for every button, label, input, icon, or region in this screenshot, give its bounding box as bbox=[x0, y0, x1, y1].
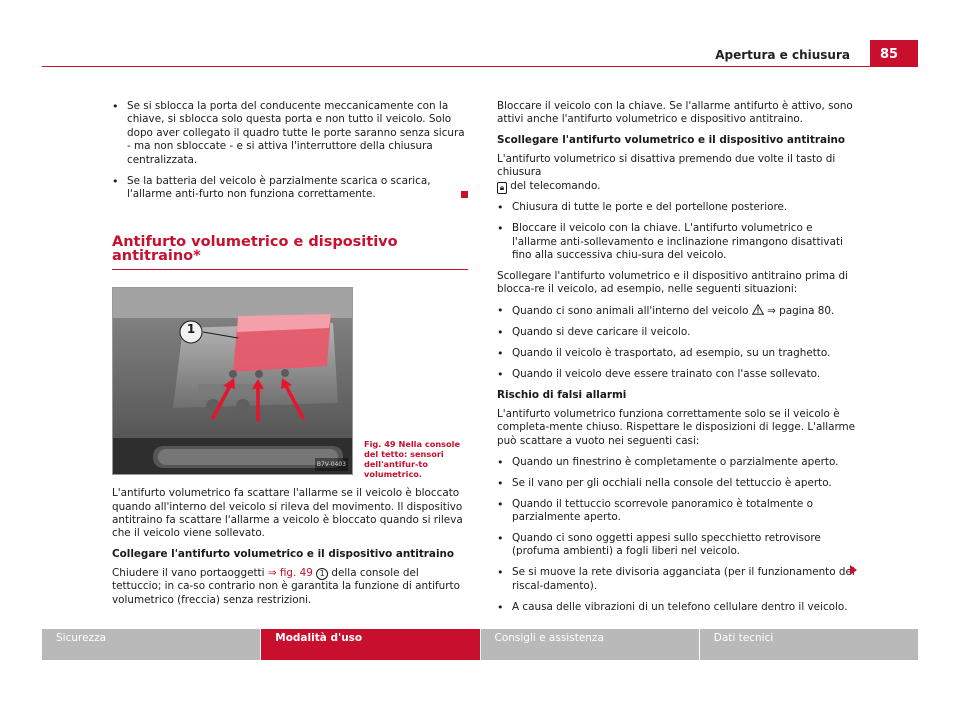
callout-number-ref: 1 bbox=[316, 568, 328, 580]
figure-code: B7V-0403 bbox=[315, 458, 348, 471]
warning-icon bbox=[752, 304, 764, 315]
list-item-text: Quando ci sono animali all'interno del veicolo bbox=[512, 305, 752, 318]
list-item: • Quando ci sono oggetti appesi sullo specchietto retrovisore (profuma ambienti) a fogli liberi nel veicolo. bbox=[497, 532, 857, 559]
figure-caption: Fig. 49 Nella console del tetto: sensori dell'antifur-to volumetrico. bbox=[364, 439, 461, 480]
figure-reference-link[interactable]: ⇒ fig. 49 bbox=[267, 566, 313, 579]
paragraph bbox=[497, 153, 857, 194]
page-reference-link[interactable]: ⇒ pagina 80. bbox=[763, 305, 835, 318]
left-column bbox=[112, 100, 468, 615]
roof-console-illustration bbox=[113, 288, 353, 475]
paragraph: Bloccare il veicolo con la chiave. Se l'allarme antifurto è attivo, sono attivi anche l'antifurto volumetrico e dispositivo antitraino. bbox=[497, 100, 853, 126]
list-item: • Chiusura di tutte le porte e del portellone posteriore. bbox=[497, 201, 857, 214]
subheading: Collegare l'antifurto volumetrico e il dispositivo antitraino bbox=[112, 548, 455, 561]
page-header-title: Apertura e chiusura bbox=[715, 48, 850, 62]
list-item: • Se il vano per gli occhiali nella console del tettuccio è aperto. bbox=[497, 477, 857, 490]
list-item: • Se si sblocca la porta del conducente meccanicamente con la chiave, si sblocca solo questa porta e non tutto il veicolo. Solo dopo aver collegato il quadro tutte le porte saranno senza sicura - ma non sbloccate - e si attiva l'interruttore della chiusura centralizzata. bbox=[112, 100, 468, 167]
list-item-text: Se la batteria del veicolo è parzialmente scarica o scarica, l'allarme anti-furto non funziona correttamente. bbox=[127, 174, 431, 201]
list-item: • Se si muove la rete divisoria agganciata (per il funzionamento del riscal-damento). bbox=[497, 566, 857, 593]
subheading: Scollegare l'antifurto volumetrico e il dispositivo antitraino bbox=[497, 134, 846, 147]
section-title: Antifurto volumetrico e dispositivo antitraino* bbox=[112, 236, 468, 270]
header-rule bbox=[42, 66, 918, 67]
figure-roof-console bbox=[112, 287, 353, 475]
list-item: • Quando il tettuccio scorrevole panoramico è totalmente o parzialmente aperto. bbox=[497, 498, 857, 525]
paragraph-text: L'antifurto volumetrico si disattiva premendo due volte il tasto di chiusura bbox=[497, 152, 836, 179]
page-number-badge: 85 bbox=[870, 40, 918, 67]
right-column bbox=[497, 100, 857, 622]
list-item: • A causa delle vibrazioni di un telefono cellulare dentro il veicolo. bbox=[497, 601, 857, 614]
tab-dati-tecnici[interactable]: Dati tecnici bbox=[700, 629, 918, 660]
paragraph-text: del telecomando. bbox=[507, 179, 601, 192]
figure-block bbox=[112, 287, 468, 480]
figure-callout-number: 1 bbox=[186, 322, 196, 337]
list-item: • Bloccare il veicolo con la chiave. L'antifurto volumetrico e l'allarme anti-sollevamento e inclinazione rimangono disattivati fino alla successiva chiu-sura del veicolo. bbox=[497, 222, 857, 262]
paragraph-text: Chiudere il vano portaoggetti bbox=[112, 566, 268, 579]
tab-sicurezza[interactable]: Sicurezza bbox=[42, 629, 260, 660]
footer-nav bbox=[42, 629, 918, 660]
paragraph-text: della console del tettuccio; in ca-so contrario non è garantita la funzione di antifurto volumetrico (freccia) senza restrizioni. bbox=[112, 566, 460, 606]
section-end-mark bbox=[461, 191, 468, 198]
paragraph: L'antifurto volumetrico funziona correttamente solo se il veicolo è completa-mente chiuso. Rispettare le disposizioni di legge. L'allarme può scattare a vuoto nei seguenti casi: bbox=[497, 407, 856, 447]
paragraph bbox=[112, 567, 468, 607]
tab-modalita-duso[interactable]: Modalità d'uso bbox=[261, 629, 479, 660]
paragraph: Scollegare l'antifurto volumetrico e il dispositivo antitraino prima di blocca-re il veicolo, ad esempio, nelle seguenti situazioni: bbox=[497, 270, 849, 296]
list-item bbox=[497, 304, 857, 318]
continue-arrow-icon bbox=[850, 565, 857, 575]
list-item: • Quando un finestrino è completamente o parzialmente aperto. bbox=[497, 456, 857, 469]
list-item: • Quando si deve caricare il veicolo. bbox=[497, 326, 857, 339]
tab-consigli-e-assistenza[interactable]: Consigli e assistenza bbox=[481, 629, 699, 660]
paragraph: L'antifurto volumetrico fa scattare l'allarme se il veicolo è bloccato quando all'interno del veicolo si rileva del movimento. Il dispositivo antitraino fa scattare l'allarme a veicolo è bloccato quando si rileva che il veicolo viene sollevato. bbox=[112, 487, 463, 540]
list-item: • Quando il veicolo è trasportato, ad esempio, su un traghetto. bbox=[497, 347, 857, 360]
list-item: • Quando il veicolo deve essere trainato con l'asse sollevato. bbox=[497, 368, 857, 381]
subheading: Rischio di falsi allarmi bbox=[497, 389, 627, 402]
list-item bbox=[112, 175, 468, 202]
lock-key-icon: 🔒︎ bbox=[497, 182, 507, 194]
